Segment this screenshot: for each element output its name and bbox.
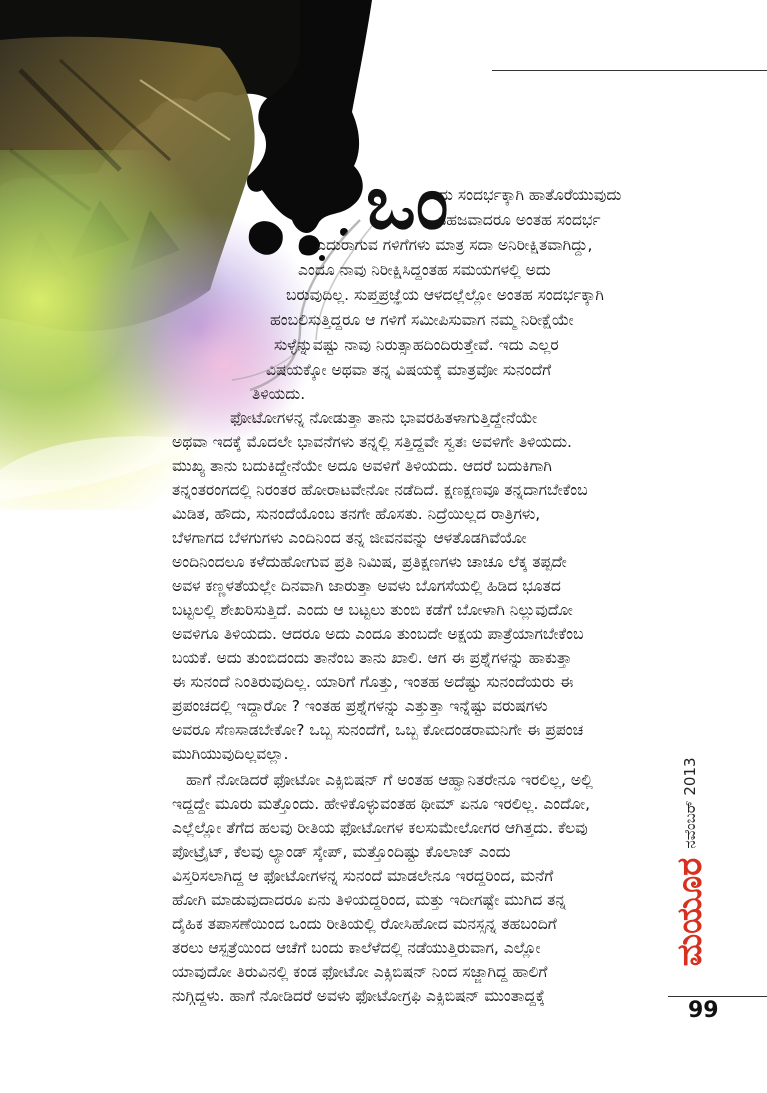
article-line: ಅಂದಿನಿಂದಲೂ ಕಳೆದುಹೋಗುವ ಪ್ರತಿ ನಿಮಿಷ, ಪ್ರತಿಕ್ಷಣಗಳು ಚಾಚೂ ಲೆಕ್ಕ ತಪ್ಪದೇ (172, 553, 567, 571)
drop-cap: ಒಂ (366, 160, 445, 246)
article-line: ಎಂದೂ ನಾವು ನಿರೀಕ್ಷಿಸಿದ್ದಂತಹ ಸಮಯಗಳಲ್ಲಿ ಅದು (298, 261, 551, 279)
article-line: ದು ಸಂದರ್ಭಕ್ಕಾಗಿ ಹಾತೊರೆಯುವುದು (438, 186, 622, 204)
article-line: ಮುಗಿಯುವುದಿಲ್ಲವಲ್ಲಾ. (172, 745, 289, 763)
article-line: ತನ್ನಂತರಂಗದಲ್ಲಿ ನಿರಂತರ ಹೋರಾಟವೇನೋ ನಡೆದಿದೆ. ಕ್ಷಣಕ್ಷಣವೂ ತನ್ನದಾಗಬೇಕೆಂಬ (172, 481, 588, 499)
article-line: ಸಹಜವಾದರೂ ಅಂತಹ ಸಂದರ್ಭ (438, 211, 601, 229)
article-line: ವಿಸ್ತರಿಸಲಾಗಿದ್ದ ಆ ಫೋಟೋಗಳನ್ನ ಸುನಂದೆ ಮಾಡಲೇನೂ ಇರದ್ದರಿಂದ, ಮನೆಗೆ (172, 867, 554, 885)
article-line: ಬರುವುದಿಲ್ಲ. ಸುಪ್ತಪ್ರಜ್ಞೆಯ ಆಳದಲ್ಲೆಲ್ಲೋ ಅಂತಹ ಸಂದರ್ಭಕ್ಕಾಗಿ (286, 286, 604, 304)
article-line: ನುಗ್ಗಿದ್ದಳು. ಹಾಗೆ ನೋಡಿದರೆ ಅವಳು ಫೋಟೋಗ್ರಫಿ ಎಕ್ಸಿಬಿಷನ್ ಮುಂತಾದ್ದಕ್ಕೆ (172, 987, 545, 1005)
article-line: ಫೋಟೋಗಳನ್ನ ನೋಡುತ್ತಾ ತಾನು ಭಾವರಹಿತಳಾಗುತ್ತಿದ್ದೇನೆಯೇ (230, 409, 538, 427)
issue-date: ನವೆಂಬರ್ 2013 (681, 757, 699, 849)
article-line: ಅವರೂ ಸೆಣಸಾಡಬೇಕೋ? ಒಬ್ಬ ಸುನಂದೆಗೆ, ಒಬ್ಬ ಕೋದಂಡರಾಮನಿಗೇ ಈ ಪ್ರಪಂಚ (172, 721, 584, 739)
article-line: ಮುಖ್ಯ ತಾನು ಬದುಕಿದ್ದೇನೆಯೇ ಅದೂ ಅವಳಿಗೆ ತಿಳಿಯದು. ಆದರೆ ಬದುಕಿಗಾಗಿ (172, 457, 552, 475)
article-line: ಅಥವಾ ಇದಕ್ಕೆ ಮೊದಲೇ ಭಾವನೆಗಳು ತನ್ನಲ್ಲಿ ಸತ್ತಿದ್ದವೇ ಸ್ವತಃ ಅವಳಿಗೇ ತಿಳಿಯದು. (172, 433, 572, 451)
article-line: ಮಿಡಿತ, ಹೌದು, ಸುನಂದೆಯೊಂಬ ತನಗೇ ಹೊಸತು. ನಿದ್ರೆಯಿಲ್ಲದ ರಾತ್ರಿಗಳು, (172, 505, 541, 523)
magazine-logo: ಮಯೂರ (670, 857, 710, 967)
article-line: ಬೆಳಗಾಗದ ಬೆಳಗುಗಳು ಎಂದಿನಿಂದ ತನ್ನ ಜೀವನವನ್ನು ಆಳತೊಡಗಿವೆಯೋ (172, 529, 527, 547)
article-line: ಬಟ್ಟಲಲ್ಲಿ ಶೇಖರಿಸುತ್ತಿದೆ. ಎಂದು ಆ ಬಟ್ಟಲು ತುಂಬಿ ಕಡೆಗೆ ಬೋಳಾಗಿ ನಿಲ್ಲುವುದೋ (172, 601, 573, 619)
article-line: ತಿಳಿಯದು. (252, 385, 306, 403)
article-line: ಸುಳ್ಳೆನ್ನುವಷ್ಟು ನಾವು ನಿರುತ್ಸಾಹದಿಂದಿರುತ್ತೇವೆ. ಇದು ಎಲ್ಲರ (274, 336, 559, 354)
article-line: ಪ್ರಪಂಚದಲ್ಲಿ ಇದ್ದಾರೋ ? ಇಂತಹ ಪ್ರಶ್ನೆಗಳನ್ನು ಎತ್ತುತ್ತಾ ಇನ್ನೆಷ್ಟು ವರುಷಗಳು (172, 697, 548, 715)
article-line: ಅವಳಿಗೂ ತಿಳಿಯದು. ಆದರೂ ಅದು ಎಂದೂ ತುಂಬದೇ ಅಕ್ಷಯ ಪಾತ್ರೆಯಾಗಬೇಕೆಂಬ (172, 625, 584, 643)
article-line: ಬಯಕೆ. ಅದು ತುಂಬಿದಂದು ತಾನೆಂಬ ತಾನು ಖಾಲಿ. ಆಗ ಈ ಪ್ರಶ್ನೆಗಳನ್ನು ಹಾಕುತ್ತಾ (172, 649, 572, 667)
article-line: ದೈಹಿಕ ತಪಾಸಣೆಯಿಂದ ಒಂದು ರೀತಿಯಲ್ಲಿ ರೋಸಿಹೋದ ಮನಸ್ಸನ್ನ ತಹಬಂದಿಗೆ (172, 915, 557, 933)
article-line: ಯಾವುದೋ ತಿರುವಿನಲ್ಲಿ ಕಂಡ ಫೋಟೋ ಎಕ್ಸಿಬಿಷನ್ ನಿಂದ ಸಜ್ಜಾಗಿದ್ದ ಹಾಲಿಗೆ (172, 963, 548, 981)
article-line: ಹಂಬಲಿಸುತ್ತಿದ್ದರೂ ಆ ಗಳಿಗೆ ಸಮೀಪಿಸುವಾಗ ನಮ್ಮ ನಿರೀಕ್ಷೆಯೇ (270, 311, 574, 329)
article-line: ಈ ಸುನಂದೆ ನಿಂತಿರುವುದಿಲ್ಲ. ಯಾರಿಗೆ ಗೊತ್ತು, ಇಂತಹ ಅದೆಷ್ಟು ಸುನಂದೆಯರು ಈ (172, 673, 574, 691)
article-line: ಇದ್ದದ್ದೇ ಮೂರು ಮತ್ತೊಂದು. ಹೇಳಿಕೊಳ್ಳುವಂತಹ ಥೀಮ್ ಏನೂ ಇರಲಿಲ್ಲ. ಎಂದೋ, (172, 795, 591, 813)
article-line: ಪೋಟ್ರೈಟ್, ಕೆಲವು ಲ್ಯಾಂಡ್ ಸ್ಕೇಪ್, ಮತ್ತೊಂದಿಷ್ಟು ಕೊಲಾಜ್ ಎಂದು (172, 843, 511, 861)
article-line: ಹೋಗಿ ಮಾಡುವುದಾದರೂ ಏನು ತಿಳಿಯದ್ದರಿಂದ, ಮತ್ತು ಇದೀಗಷ್ಟೇ ಮುಗಿದ ತನ್ನ (172, 891, 567, 909)
article-line: ಹಾಗೆ ನೋಡಿದರೆ ಫೋಟೋ ಎಕ್ಸಿಬಿಷನ್ ಗೆ ಅಂತಹ ಆಹ್ವಾನಿತರೇನೂ ಇರಲಿಲ್ಲ, ಅಲ್ಲಿ (186, 771, 593, 789)
article-line: ಎದುರಾಗುವ ಗಳಿಗೆಗಳು ಮಾತ್ರ ಸದಾ ಅನಿರೀಕ್ಷಿತವಾಗಿದ್ದು, (316, 236, 593, 254)
article-line: ಎಲ್ಲೆಲ್ಲೋ ತೆಗೆದ ಹಲವು ರೀತಿಯ ಫೋಟೋಗಳ ಕಲಸುಮೇಲೋಗರ ಆಗಿತ್ತದು. ಕೆಲವು (172, 819, 588, 837)
article-line: ತರಲು ಆಸ್ಪತ್ರೆಯಿಂದ ಆಚೆಗೆ ಬಂದು ಕಾಲೆಳೆದಲ್ಲಿ ನಡೆಯುತ್ತಿರುವಾಗ, ಎಲ್ಲೋ (172, 939, 541, 957)
article-line: ಅವಳ ಕಣ್ಣಳತೆಯಲ್ಲೇ ದಿನವಾಗಿ ಜಾರುತ್ತಾ ಅವಳು ಬೊಗಸೆಯಲ್ಲಿ ಹಿಡಿದ ಭೂತದ (172, 577, 561, 595)
article-line: ವಿಷಯಕ್ಕೋ ಅಥವಾ ತನ್ನ ವಿಷಯಕ್ಕೆ ಮಾತ್ರವೋ ಸುನಂದೆಗೆ (266, 361, 552, 379)
page-number: 99 (688, 998, 719, 1023)
